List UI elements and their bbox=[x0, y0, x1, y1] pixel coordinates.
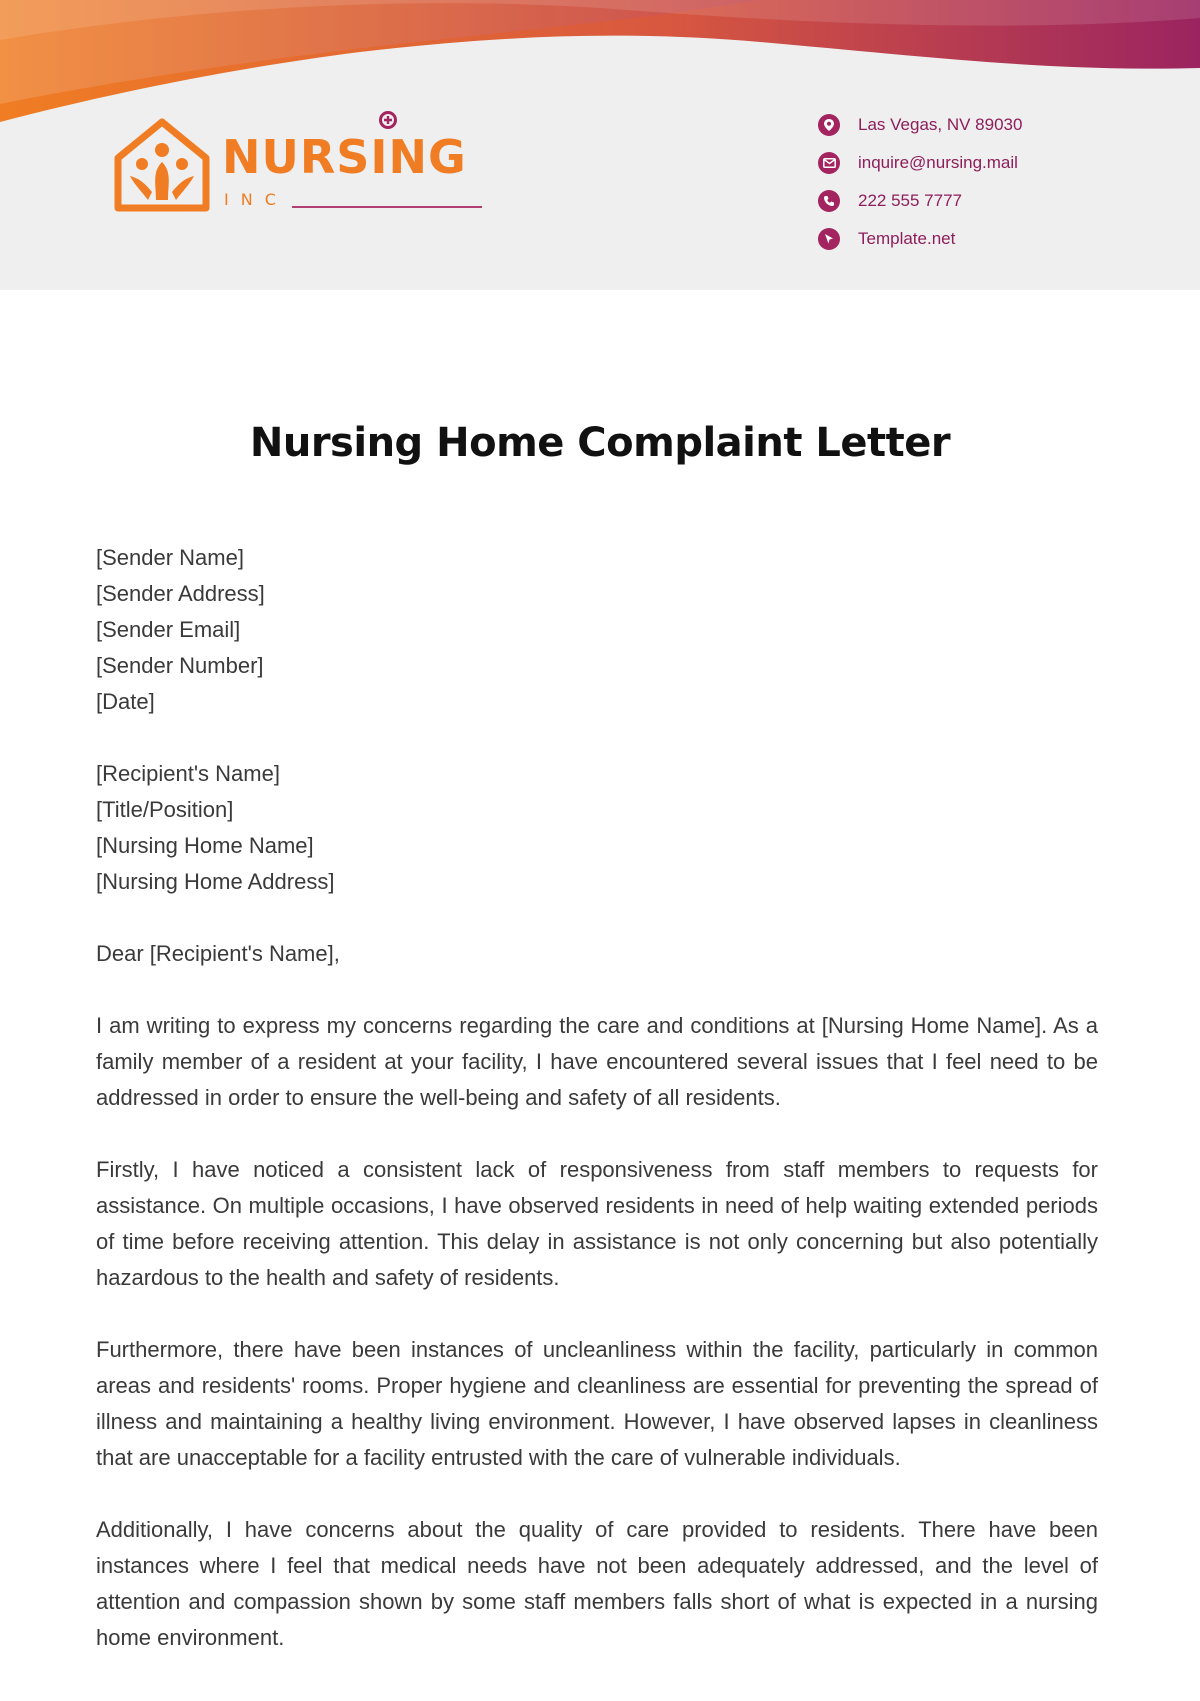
paragraph-intro: I am writing to express my concerns regarding the care and conditions at [Nursing Home Name]. As a family member of a resident at your facility, I have encountered several issues that I feel need to be addressed in order to ensure the well-being and safety of all residents. bbox=[96, 1013, 1098, 1110]
recipient-name: [Recipient's Name] bbox=[96, 761, 280, 786]
contact-address-text: Las Vegas, NV 89030 bbox=[858, 115, 1023, 134]
recipient-title: [Title/Position] bbox=[96, 797, 234, 822]
house-family-icon bbox=[112, 116, 212, 216]
email-icon bbox=[818, 152, 840, 174]
paragraph-quality-of-care: Additionally, I have concerns about the quality of care provided to residents. There have been instances where I feel that medical needs have not been adequately addressed, and the level of attention and compassion shown by some staff members falls short of what is expected in a nursing home environment. bbox=[96, 1517, 1098, 1650]
cursor-click-icon bbox=[818, 228, 840, 250]
sender-block bbox=[96, 540, 1098, 720]
sender-number: [Sender Number] bbox=[96, 653, 264, 678]
salutation: Dear [Recipient's Name], bbox=[96, 941, 340, 966]
medical-plus-icon bbox=[378, 110, 398, 130]
letterhead bbox=[0, 0, 1200, 290]
contact-phone bbox=[818, 182, 1022, 220]
letter-body bbox=[96, 540, 1098, 1692]
document-title: Nursing Home Complaint Letter bbox=[249, 420, 951, 466]
contact-address bbox=[818, 106, 1022, 144]
logo-wordmark: NURSING bbox=[222, 130, 467, 184]
letter-date: [Date] bbox=[96, 689, 155, 714]
contact-phone-text: 222 555 7777 bbox=[858, 191, 962, 210]
contact-website-text[interactable]: Template.net bbox=[858, 229, 956, 248]
paragraph-cleanliness: Furthermore, there have been instances of uncleanliness within the facility, particularly in common areas and residents' rooms. Proper hygiene and cleanliness are essential for preventing the spread of illness and maintaining a healthy living environment. However, I have observed lapses in cleanliness that are unacceptable for a facility entrusted with the care of vulnerable individuals. bbox=[96, 1337, 1098, 1470]
sender-address: [Sender Address] bbox=[96, 581, 265, 606]
contact-list bbox=[818, 106, 1022, 258]
nursing-logo bbox=[112, 116, 492, 216]
contact-email[interactable] bbox=[818, 144, 1022, 182]
logo-divider bbox=[292, 206, 482, 208]
location-pin-icon bbox=[818, 114, 840, 136]
logo-subtitle: INC bbox=[224, 190, 288, 209]
sender-email: [Sender Email] bbox=[96, 617, 241, 642]
paragraph-responsiveness: Firstly, I have noticed a consistent lack of responsiveness from staff members to requests for assistance. On multiple occasions, I have observed residents in need of help waiting extended periods of time before receiving attention. This delay in assistance is not only concerning but also potentially hazardous to the health and safety of residents. bbox=[96, 1157, 1098, 1290]
nursing-home-address: [Nursing Home Address] bbox=[96, 869, 335, 894]
nursing-home-name: [Nursing Home Name] bbox=[96, 833, 314, 858]
phone-icon bbox=[818, 190, 840, 212]
sender-name: [Sender Name] bbox=[96, 545, 244, 570]
recipient-block bbox=[96, 756, 1098, 900]
contact-website[interactable] bbox=[818, 220, 1022, 258]
contact-email-text[interactable]: inquire@nursing.mail bbox=[858, 153, 1018, 172]
